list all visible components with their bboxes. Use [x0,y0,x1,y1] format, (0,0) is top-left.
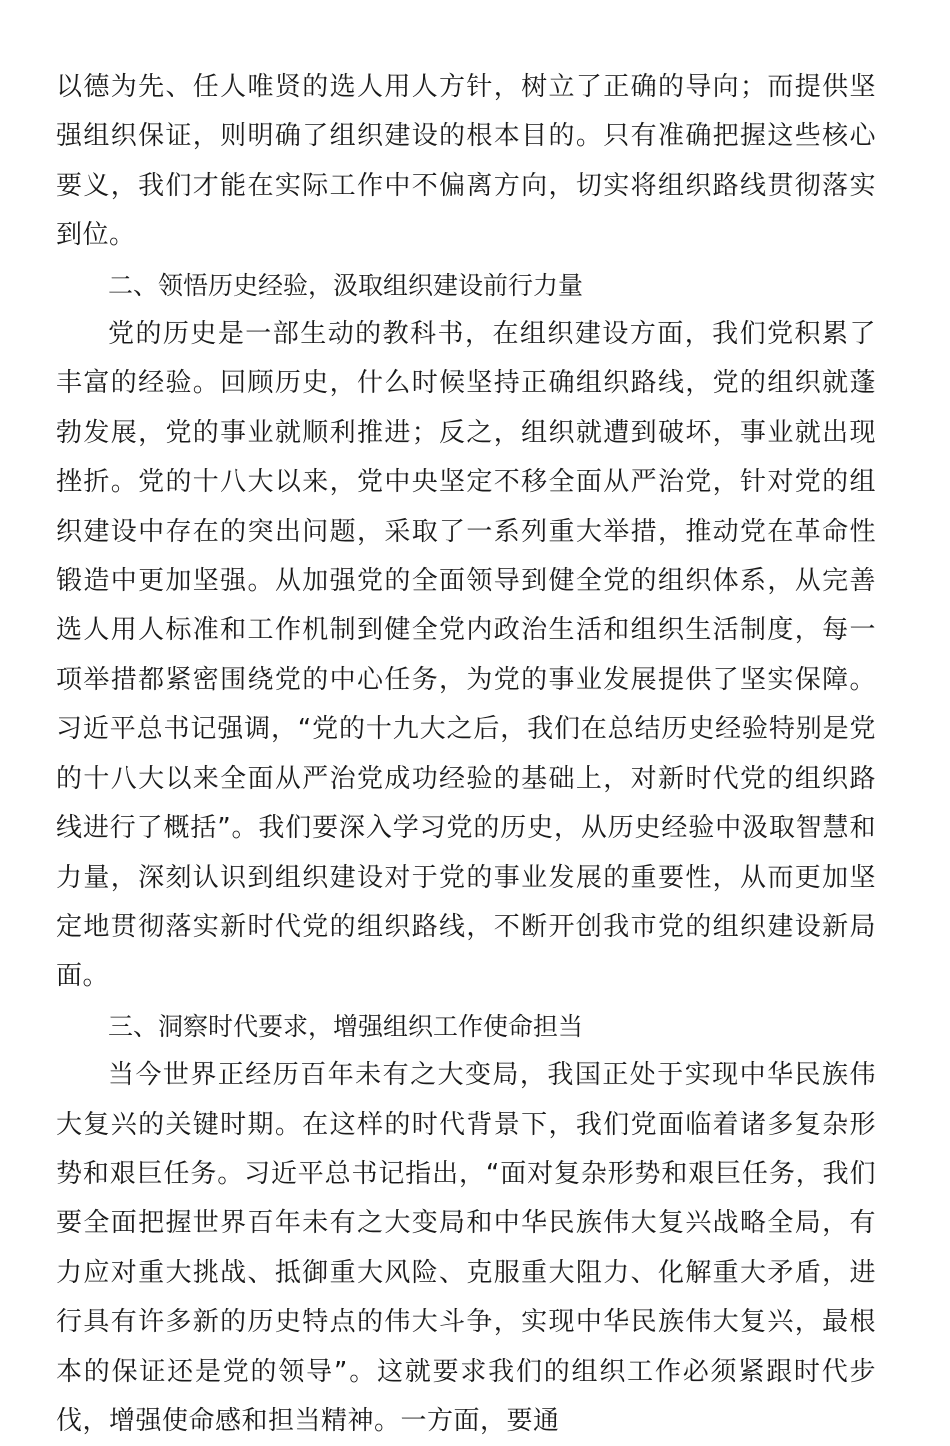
document-page [56,63,876,1446]
section-heading-2: 二、领悟历史经验，汲取组织建设前行力量 [108,270,584,300]
section-heading-3: 三、洞察时代要求，增强组织工作使命担当 [108,1011,584,1041]
body-paragraph-3: 当今世界正经历百年未有之大变局，我国正处于实现中华民族伟大复兴的关键时期。在这样的时代背景下，我们党面临着诸多复杂形势和艰巨任务。习近平总书记指出，“面对复杂形势和艰巨任务，我们要全面把握世界百年未有之大变局和中华民族伟大复兴战略全局，有力应对重大挑战、抵御重大风险、克服重大阻力、化解重大矛盾，进行具有许多新的历史特点的伟大斗争，实现中华民族伟大复兴，最根本的保证还是党的领导”。这就要求我们的组织工作必须紧跟时代步伐，增强使命感和担当精神。一方面，要通 [56,1060,876,1436]
body-paragraph-2: 党的历史是一部生动的教科书，在组织建设方面，我们党积累了丰富的经验。回顾历史，什么时候坚持正确组织路线，党的组织就蓬勃发展，党的事业就顺利推进；反之，组织就遭到破坏，事业就出现挫折。党的十八大以来，党中央坚定不移全面从严治党，针对党的组织建设中存在的突出问题，采取了一系列重大举措，推动党在革命性锻造中更加坚强。从加强党的全面领导到健全党的组织体系，从完善选人用人标准和工作机制到健全党内政治生活和组织生活制度，每一项举措都紧密围绕党的中心任务，为党的事业发展提供了坚实保障。习近平总书记强调，“党的十九大之后，我们在总结历史经验特别是党的十八大以来全面从严治党成功经验的基础上，对新时代党的组织路线进行了概括”。我们要深入学习党的历史，从历史经验中汲取智慧和力量，深刻认识到组织建设对于党的事业发展的重要性，从而更加坚定地贯彻落实新时代党的组织路线，不断开创我市党的组织建设新局面。 [56,319,876,992]
body-paragraph-1: 以德为先、任人唯贤的选人用人方针，树立了正确的导向；而提供坚强组织保证，则明确了组织建设的根本目的。只有准确把握这些核心要义，我们才能在实际工作中不偏离方向，切实将组织路线贯彻落实到位。 [56,72,876,251]
